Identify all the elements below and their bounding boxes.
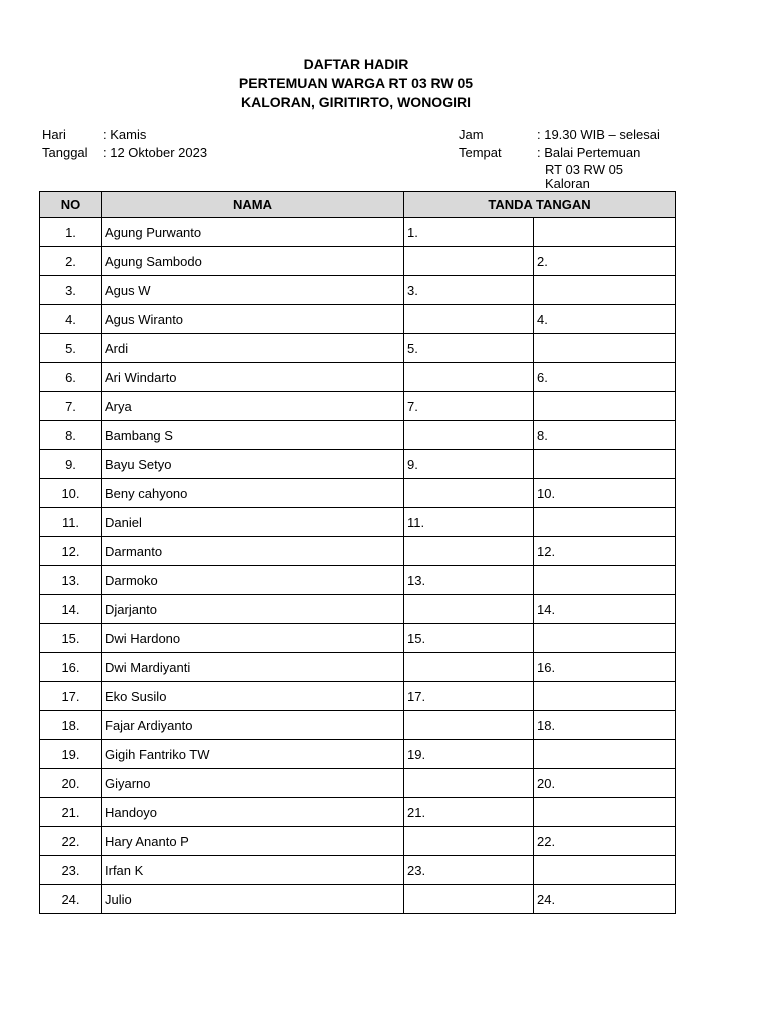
row-number: 9. <box>40 450 102 479</box>
signature-right: 24. <box>534 885 676 914</box>
signature-left <box>404 595 534 624</box>
table-row <box>40 595 676 624</box>
table-row <box>40 479 676 508</box>
row-nama: Julio <box>102 885 404 914</box>
hari-value: : Kamis <box>103 127 147 142</box>
hari-label: Hari <box>42 127 66 142</box>
signature-left <box>404 653 534 682</box>
row-nama: Darmoko <box>102 566 404 595</box>
table-body <box>40 218 676 914</box>
table-row <box>40 305 676 334</box>
row-number: 14. <box>40 595 102 624</box>
signature-right: 18. <box>534 711 676 740</box>
row-nama: Agung Sambodo <box>102 247 404 276</box>
signature-right: 12. <box>534 537 676 566</box>
row-nama: Agung Purwanto <box>102 218 404 247</box>
row-number: 23. <box>40 856 102 885</box>
row-nama: Ardi <box>102 334 404 363</box>
table-row <box>40 827 676 856</box>
signature-right <box>534 624 676 653</box>
row-number: 1. <box>40 218 102 247</box>
signature-left: 21. <box>404 798 534 827</box>
row-nama: Bambang S <box>102 421 404 450</box>
attendance-table <box>39 191 676 914</box>
signature-right: 16. <box>534 653 676 682</box>
row-number: 22. <box>40 827 102 856</box>
signature-left: 9. <box>404 450 534 479</box>
signature-left: 7. <box>404 392 534 421</box>
jam-label: Jam <box>459 127 484 142</box>
tempat-line-2: RT 03 RW 05 <box>545 162 624 177</box>
tempat-value: : Balai Pertemuan <box>537 145 641 160</box>
table-row <box>40 334 676 363</box>
row-nama: Agus Wiranto <box>102 305 404 334</box>
signature-left: 15. <box>404 624 534 653</box>
tanggal-value: : 12 Oktober 2023 <box>103 145 208 160</box>
table-row <box>40 421 676 450</box>
signature-right: 2. <box>534 247 676 276</box>
signature-left: 11. <box>404 508 534 537</box>
row-nama: Ari Windarto <box>102 363 404 392</box>
tanggal-label: Tanggal <box>42 145 88 160</box>
row-nama: Gigih Fantriko TW <box>102 740 404 769</box>
jam-value: : 19.30 WIB – selesai <box>537 127 660 142</box>
signature-right: 20. <box>534 769 676 798</box>
signature-left <box>404 827 534 856</box>
row-nama: Eko Susilo <box>102 682 404 711</box>
header-no: NO <box>40 192 102 218</box>
table-row <box>40 769 676 798</box>
row-number: 16. <box>40 653 102 682</box>
row-number: 15. <box>40 624 102 653</box>
row-number: 3. <box>40 276 102 305</box>
row-nama: Djarjanto <box>102 595 404 624</box>
signature-left: 17. <box>404 682 534 711</box>
signature-right <box>534 218 676 247</box>
signature-left: 1. <box>404 218 534 247</box>
row-number: 20. <box>40 769 102 798</box>
table-row <box>40 798 676 827</box>
signature-right <box>534 508 676 537</box>
signature-right: 4. <box>534 305 676 334</box>
row-number: 21. <box>40 798 102 827</box>
signature-left: 3. <box>404 276 534 305</box>
tempat-line-3: Kaloran <box>545 176 590 191</box>
signature-right: 14. <box>534 595 676 624</box>
table-row <box>40 363 676 392</box>
row-number: 5. <box>40 334 102 363</box>
signature-right: 6. <box>534 363 676 392</box>
signature-right <box>534 798 676 827</box>
signature-left <box>404 537 534 566</box>
row-number: 10. <box>40 479 102 508</box>
row-nama: Giyarno <box>102 769 404 798</box>
signature-left: 5. <box>404 334 534 363</box>
title-line-1: DAFTAR HADIR <box>303 56 409 72</box>
signature-right <box>534 450 676 479</box>
row-nama: Arya <box>102 392 404 421</box>
row-number: 17. <box>40 682 102 711</box>
row-number: 18. <box>40 711 102 740</box>
table-row <box>40 508 676 537</box>
table-row <box>40 856 676 885</box>
row-number: 8. <box>40 421 102 450</box>
row-nama: Irfan K <box>102 856 404 885</box>
signature-left <box>404 421 534 450</box>
row-nama: Bayu Setyo <box>102 450 404 479</box>
table-row <box>40 653 676 682</box>
header-tanda-tangan: TANDA TANGAN <box>404 192 676 218</box>
row-nama: Fajar Ardiyanto <box>102 711 404 740</box>
signature-right <box>534 392 676 421</box>
row-number: 11. <box>40 508 102 537</box>
signature-right <box>534 334 676 363</box>
table-row <box>40 566 676 595</box>
signature-right: 22. <box>534 827 676 856</box>
table-row <box>40 885 676 914</box>
row-number: 24. <box>40 885 102 914</box>
row-number: 19. <box>40 740 102 769</box>
row-nama: Hary Ananto P <box>102 827 404 856</box>
row-nama: Dwi Mardiyanti <box>102 653 404 682</box>
row-number: 13. <box>40 566 102 595</box>
signature-left <box>404 479 534 508</box>
table-row <box>40 537 676 566</box>
signature-left: 13. <box>404 566 534 595</box>
signature-right <box>534 856 676 885</box>
row-nama: Handoyo <box>102 798 404 827</box>
row-number: 2. <box>40 247 102 276</box>
row-number: 12. <box>40 537 102 566</box>
signature-right: 10. <box>534 479 676 508</box>
table-header-row <box>40 192 676 218</box>
document-title <box>0 55 712 112</box>
table-row <box>40 450 676 479</box>
table-row <box>40 624 676 653</box>
signature-left: 19. <box>404 740 534 769</box>
signature-right <box>534 740 676 769</box>
signature-left <box>404 769 534 798</box>
signature-right <box>534 682 676 711</box>
signature-right: 8. <box>534 421 676 450</box>
table-row <box>40 218 676 247</box>
row-number: 4. <box>40 305 102 334</box>
row-nama: Dwi Hardono <box>102 624 404 653</box>
title-line-3: KALORAN, GIRITIRTO, WONOGIRI <box>241 94 471 110</box>
signature-left <box>404 363 534 392</box>
table-row <box>40 740 676 769</box>
row-number: 6. <box>40 363 102 392</box>
signature-left: 23. <box>404 856 534 885</box>
table-row <box>40 247 676 276</box>
row-number: 7. <box>40 392 102 421</box>
signature-left <box>404 711 534 740</box>
signature-left <box>404 247 534 276</box>
signature-right <box>534 276 676 305</box>
table-row <box>40 711 676 740</box>
table-row <box>40 276 676 305</box>
table-row <box>40 682 676 711</box>
row-nama: Daniel <box>102 508 404 537</box>
tempat-label: Tempat <box>459 145 502 160</box>
signature-left <box>404 305 534 334</box>
row-nama: Beny cahyono <box>102 479 404 508</box>
row-nama: Darmanto <box>102 537 404 566</box>
table-row <box>40 392 676 421</box>
row-nama: Agus W <box>102 276 404 305</box>
title-line-2: PERTEMUAN WARGA RT 03 RW 05 <box>238 75 474 91</box>
signature-right <box>534 566 676 595</box>
header-nama: NAMA <box>102 192 404 218</box>
signature-left <box>404 885 534 914</box>
